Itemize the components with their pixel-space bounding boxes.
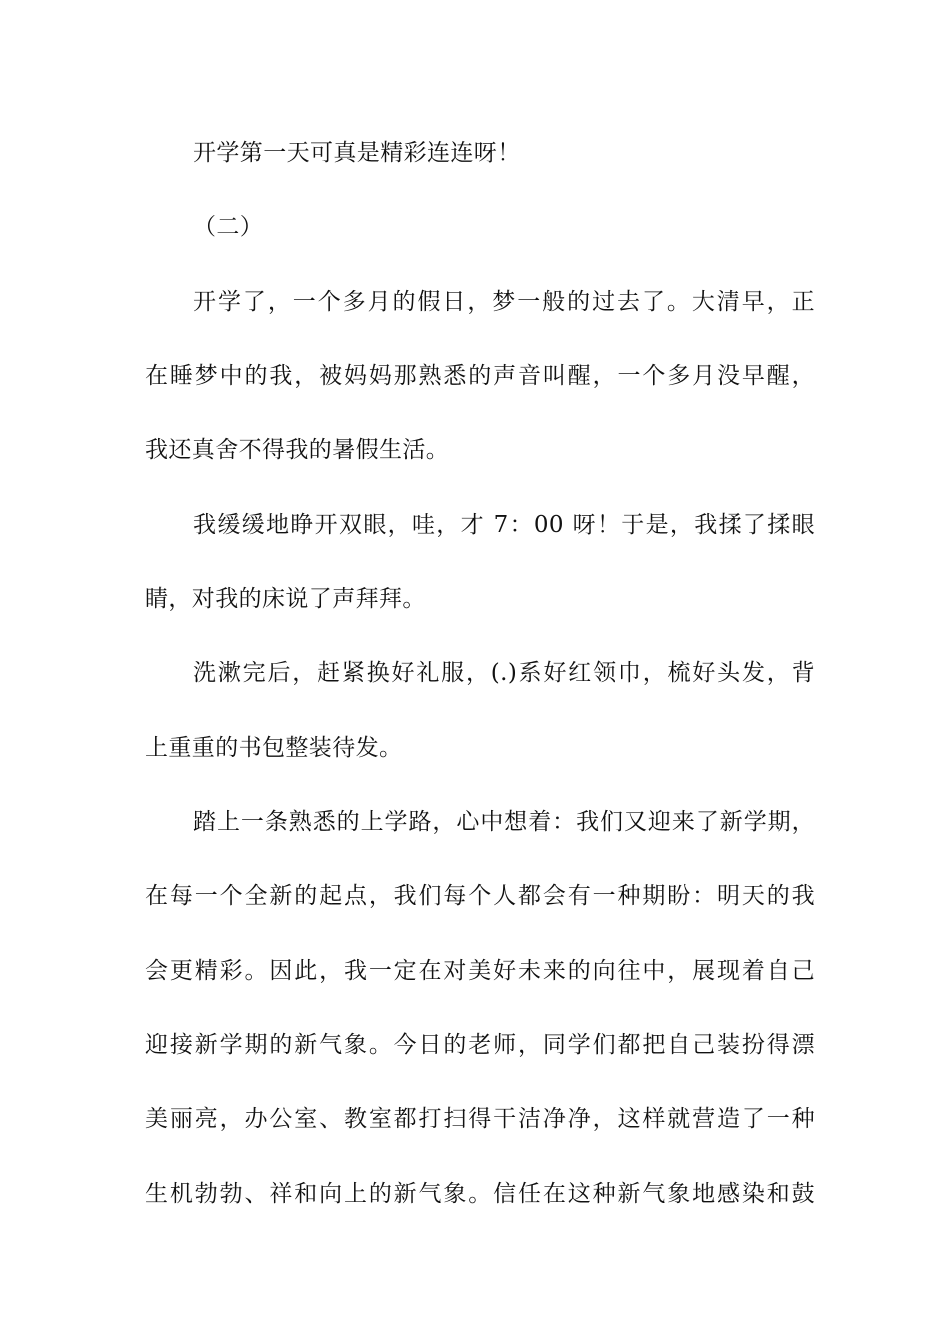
text-line: 在每一个全新的起点，我们每个人都会有一种期盼：明天的我 (145, 883, 815, 909)
text-line: 踏上一条熟悉的上学路，心中想着：我们又迎来了新学期， (193, 809, 815, 835)
text-line: 开学第一天可真是精彩连连呀！ (193, 140, 521, 166)
text-line: 洗漱完后，赶紧换好礼服，(.)系好红领巾，梳好头发，背 (193, 660, 815, 686)
text-line: 睛，对我的床说了声拜拜。 (145, 586, 426, 612)
text-line: 我缓缓地睁开双眼，哇，才 7：00 呀！于是，我揉了揉眼 (193, 512, 815, 538)
text-line: 开学了，一个多月的假日，梦一般的过去了。大清早，正 (193, 289, 815, 315)
text-line: 在睡梦中的我，被妈妈那熟悉的声音叫醒，一个多月没早醒， (145, 363, 815, 389)
text-line: 美丽亮，办公室、教室都打扫得干洁净净，这样就营造了一种 (145, 1106, 815, 1132)
text-line: 我还真舍不得我的暑假生活。 (145, 437, 450, 463)
text-line: 生机勃勃、祥和向上的新气象。信任在这种新气象地感染和鼓 (145, 1181, 815, 1207)
text-line: 会更精彩。因此，我一定在对美好未来的向往中，展现着自己 (145, 958, 815, 984)
section-heading: （二） (193, 214, 264, 240)
text-line: 上重重的书包整装待发。 (145, 735, 403, 761)
text-line: 迎接新学期的新气象。今日的老师，同学们都把自己装扮得漂 (145, 1032, 815, 1058)
